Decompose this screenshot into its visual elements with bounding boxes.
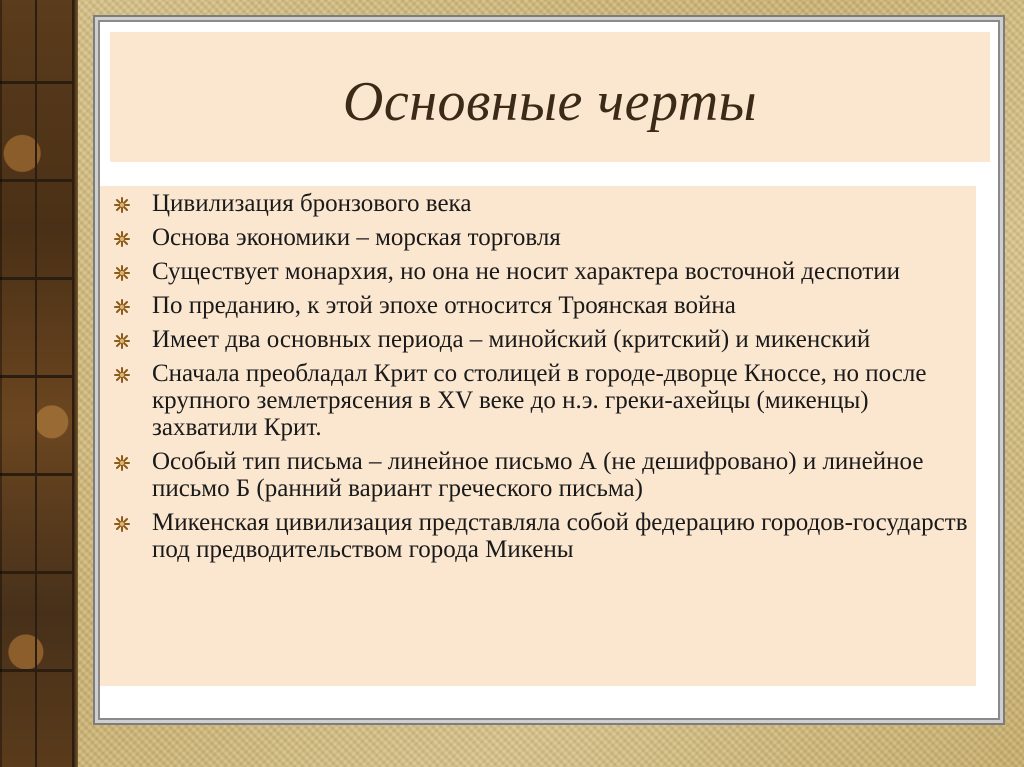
title-band xyxy=(110,32,990,162)
slide-frame xyxy=(98,20,1000,720)
bullet-text: Цивилизация бронзового века xyxy=(152,190,472,217)
star-burst-icon xyxy=(114,367,130,383)
star-burst-icon xyxy=(114,455,130,471)
bullet-item xyxy=(152,292,970,319)
bullet-item xyxy=(152,448,970,502)
bullet-text: Основа экономики – морская торговля xyxy=(152,224,561,251)
star-burst-icon xyxy=(114,516,130,532)
decorative-side-strip xyxy=(0,0,74,767)
bullet-text: Существует монархия, но она не носит характера восточной деспотии xyxy=(152,258,901,285)
star-burst-icon xyxy=(114,197,130,213)
bullet-text: Микенская цивилизация представляла собой федерацию городов-государств под предводительством города Микены xyxy=(152,509,968,563)
bullet-text: Имеет два основных периода – минойский (критский) и микенский xyxy=(152,326,871,353)
star-burst-icon xyxy=(114,231,130,247)
bullet-item xyxy=(152,190,970,217)
star-burst-icon xyxy=(114,299,130,315)
side-strip-edge xyxy=(74,0,78,767)
bullet-item xyxy=(152,258,970,285)
bullet-text: Особый тип письма – линейное письмо А (не дешифровано) и линейное письмо Б (ранний вариант греческого письма) xyxy=(152,448,924,502)
bullet-text: По преданию, к этой эпохе относится Троянская война xyxy=(152,292,736,319)
bullet-item xyxy=(152,224,970,251)
bullet-item xyxy=(152,509,970,563)
slide-title: Основные черты xyxy=(342,71,758,133)
bullet-item xyxy=(152,360,970,441)
content-band xyxy=(100,186,976,686)
bullet-item xyxy=(152,326,970,353)
bullet-text: Сначала преобладал Крит со столицей в городе-дворце Кноссе, но после крупного землетрясения в XV веке до н.э. греки-ахейцы (микенцы) захватили Крит. xyxy=(152,360,927,441)
bullet-list xyxy=(152,190,970,570)
star-burst-icon xyxy=(114,333,130,349)
star-burst-icon xyxy=(114,265,130,281)
